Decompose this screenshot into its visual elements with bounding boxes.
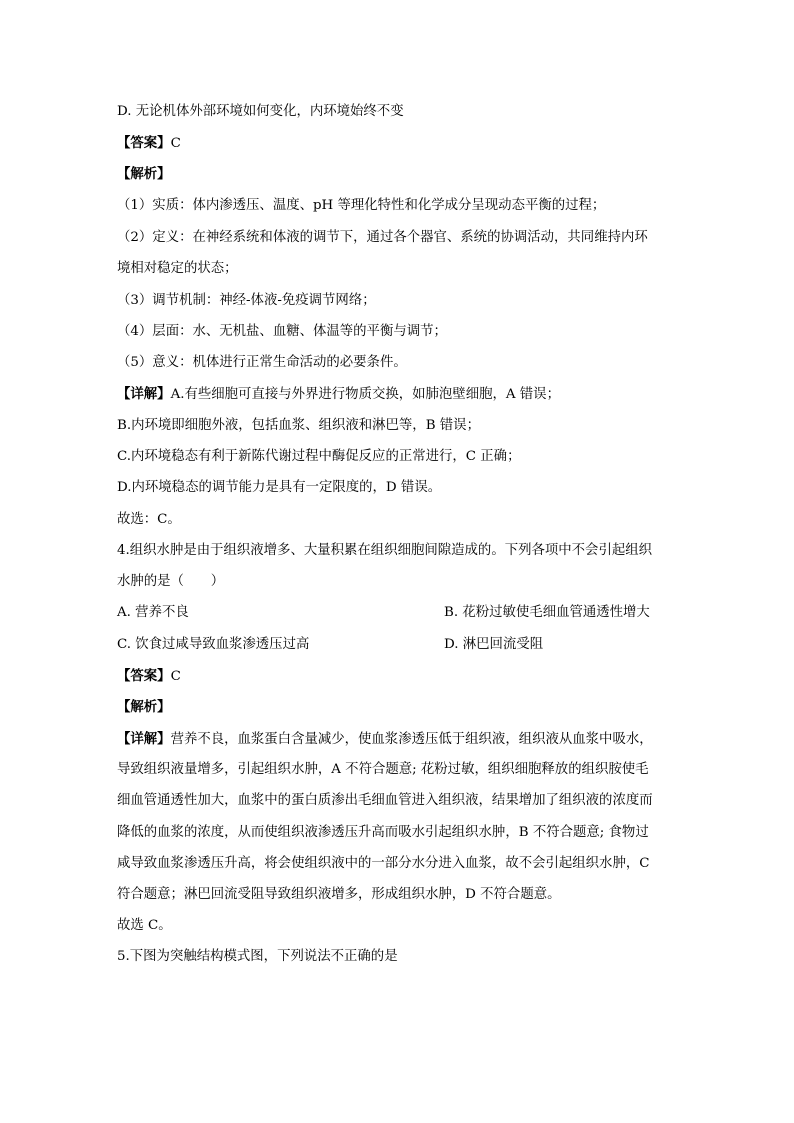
analysis-point-4: （4）层面：水、无机盐、血糖、体温等的平衡与调节； — [117, 324, 447, 339]
q3-detail-c: C.内环境稳态有利于新陈代谢过程中酶促反应的正常进行，C 正确； — [117, 449, 521, 464]
q4-analysis-tag: 【解析】 — [117, 699, 171, 715]
detail-tag: 【详解】 — [117, 386, 171, 402]
q3-option-d: D. 无论机体外部环境如何变化，内环境始终不变 — [117, 104, 404, 119]
analysis-point-2b: 境相对稳定的状态； — [117, 261, 238, 276]
q4-stem-line-2: 水肿的是（ ） — [117, 574, 225, 589]
q4-option-c: C. 饮食过咸导致血浆渗透压过高 — [117, 637, 310, 652]
answer-value: C — [170, 136, 181, 151]
q4-detail-line-6: 符合题意；淋巴回流受阻导致组织液增多，形成组织水肿，D 不符合题意。 — [117, 887, 561, 902]
q4-detail-line-4: 降低的血浆的浓度，从而使组织液渗透压升高而吸水引起组织水肿，B 不符合题意; 食物过 — [117, 825, 649, 840]
q4-detail-line-3: 细血管通透性加大，血浆中的蛋白质渗出毛细血管进入组织液，结果增加了组织液的浓度而 — [117, 793, 653, 808]
answer-value: C — [170, 669, 181, 684]
q3-detail-b: B.内环境即细胞外液，包括血浆、组织液和淋巴等，B 错误； — [117, 418, 480, 433]
q4-option-b: B. 花粉过敏使毛细血管通透性增大 — [444, 605, 650, 620]
analysis-point-3: （3）调节机制：神经-体液-免疫调节网络； — [117, 293, 376, 308]
detail-tag: 【详解】 — [117, 731, 171, 747]
analysis-point-1: （1）实质：体内渗透压、温度、pH 等理化特性和化学成分呈现动态平衡的过程； — [117, 198, 606, 213]
q3-detail-d: D.内环境稳态的调节能力是具有一定限度的，D 错误。 — [117, 480, 442, 495]
q3-choose: 故选：C。 — [117, 512, 181, 527]
q3-analysis-tag: 【解析】 — [117, 166, 171, 182]
q4-option-d: D. 淋巴回流受阻 — [444, 637, 544, 652]
detail-text: 营养不良，血浆蛋白含量减少，使血浆渗透压低于组织液，组织液从血浆中吸水， — [170, 732, 653, 747]
detail-text: A.有些细胞可直接与外界进行物质交换，如肺泡壁细胞，A 错误； — [170, 387, 560, 402]
q4-option-a: A. 营养不良 — [117, 605, 189, 620]
q4-stem-line-1: 4.组织水肿是由于组织液增多、大量积累在组织细胞间隙造成的。下列各项中不会引起组织 — [117, 543, 653, 558]
q5-stem: 5.下图为突触结构模式图，下列说法不正确的是 — [117, 949, 398, 964]
q4-detail-line-2: 导致组织液量增多，引起组织水肿，A 不符合题意; 花粉过敏，组织细胞释放的组织胺使毛 — [117, 762, 649, 777]
answer-tag: 【答案】 — [117, 135, 171, 151]
analysis-point-2a: （2）定义：在神经系统和体液的调节下，通过各个器官、系统的协调活动，共同维持内环 — [117, 230, 648, 245]
answer-tag: 【答案】 — [117, 668, 171, 684]
q3-detail-a — [117, 385, 560, 404]
q4-answer — [117, 667, 181, 686]
q4-detail-line-5: 咸导致血浆渗透压升高，将会使组织液中的一部分水分进入血浆，故不会引起组织水肿，C — [117, 856, 650, 871]
q3-answer — [117, 134, 181, 153]
q4-choose: 故选 C。 — [117, 918, 172, 933]
analysis-point-5: （5）意义：机体进行正常生命活动的必要条件。 — [117, 355, 407, 370]
q4-detail-line-1 — [117, 730, 653, 749]
